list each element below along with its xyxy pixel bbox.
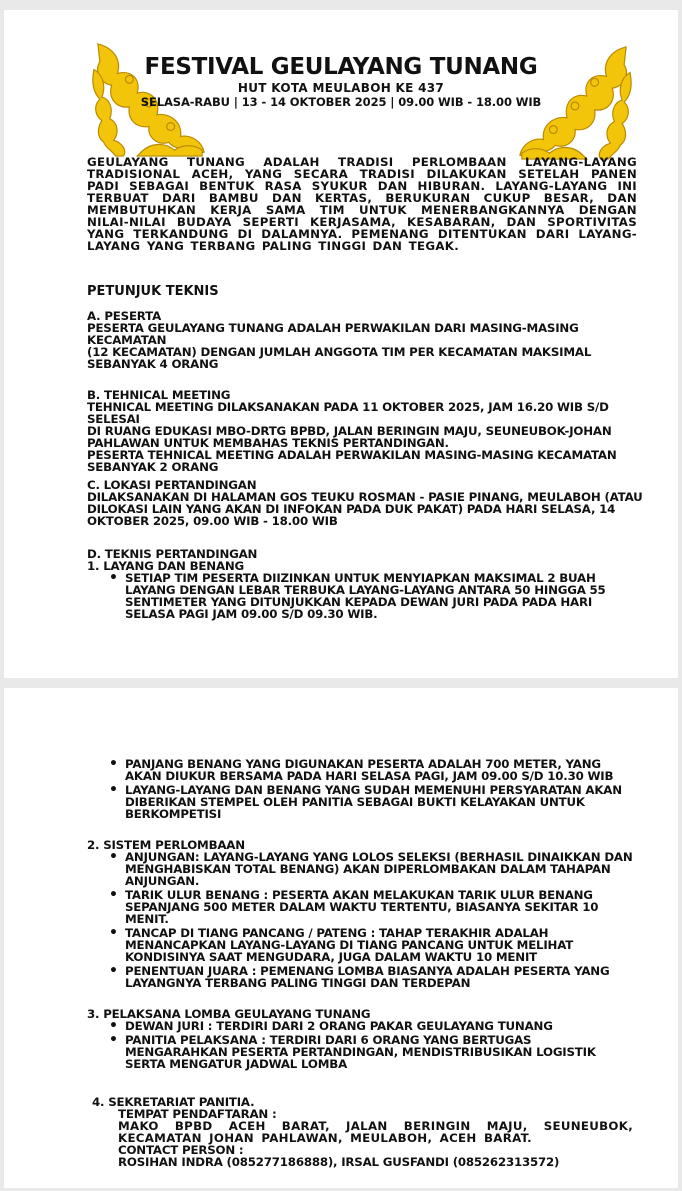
section-a-line: (12 KECAMATAN) DENGAN JUMLAH ANGGOTA TIM PER KECAMATAN MAKSIMAL [87, 345, 592, 359]
section-b-line: DI RUANG EDUKASI MBO-DRTG BPBD, JALAN BERINGIN MAJU, SEUNEUBOK-JOHAN [87, 424, 612, 438]
intro-paragraph: GEULAYANG TUNANG ADALAH TRADISI PERLOMBAAN LAYANG-LAYANG TRADISIONAL ACEH, YANG SECARA TRADISI DILAKUKAN SETELAH PANEN PADI SEBAGAI BENTUK RASA SYUKUR DAN HIBURAN. LAYANG-LAYANG INI TERBUAT DARI BAMBU DAN KERTAS, BERUKURAN CUKUP BESAR, DAN MEMBUTUHKAN KERJA SAMA TIM UNTUK MENERBANGKANNYA DENGAN NILAI-NILAI BUDAYA SEPERTI KERJASAMA, KESABARAN, DAN SPORTIVITAS YANG TERKANDUNG DI DALAMNYA. PEMENANG DITENTUKAN DARI LAYANG-LAYANG YANG TERBANG PALING TINGGI DAN TEGAK. [87, 155, 637, 253]
sub4-heading: 4. SEKRETARIAT PANITIA. [92, 1095, 255, 1109]
sekretariat-panitia [92, 1096, 652, 1168]
list-item: • PANJANG BENANG YANG DIGUNAKAN PESERTA ADALAH 700 METER, YANG AKAN DIUKUR BERSAMA PADA HARI SELASA PAGI, JAM 09.00 S/D 10.30 WIB [125, 758, 625, 782]
sekretariat-body [92, 1108, 633, 1168]
section-d-heading: D. TEKNIS PERTANDINGAN [87, 547, 258, 561]
section-a-line: SEBANYAK 4 ORANG [87, 357, 219, 371]
section-a-heading: A. PESERTA [87, 309, 162, 323]
section-a [87, 310, 647, 370]
document-header [4, 54, 678, 109]
section-a-line: PESERTA GEULAYANG TUNANG ADALAH PERWAKILAN DARI MASING-MASING KECAMATAN [87, 321, 579, 347]
sub3-heading: 3. PELAKSANA LOMBA GEULAYANG TUNANG [87, 1007, 371, 1021]
pelaksana-lomba [87, 1008, 647, 1072]
section-c-line: DILAKSANAKAN DI HALAMAN GOS TEUKU ROSMAN - PASIE PINANG, MEULABOH (ATAU [87, 490, 643, 504]
section-d-sub1: 1. LAYANG DAN BENANG [87, 559, 245, 573]
sistem-perlombaan [87, 839, 647, 991]
sub2-heading: 2. SISTEM PERLOMBAAN [87, 838, 245, 852]
tempat-label: TEMPAT PENDAFTARAN : [118, 1107, 277, 1121]
event-dateline: SELASA-RABU | 13 - 14 OKTOBER 2025 | 09.00 WIB - 18.00 WIB [140, 95, 542, 109]
tempat-value: MAKO BPBD ACEH BARAT, JALAN BERINGIN MAJU, SEUNEUBOK, KECAMATAN JOHAN PAHLAWAN, MEULABOH, ACEH BARAT. [118, 1119, 633, 1145]
section-b-heading: B. TEHNICAL MEETING [87, 388, 231, 402]
contact-value: ROSIHAN INDRA (085277186888), IRSAL GUSFANDI (085262313572) [118, 1155, 560, 1169]
page-title: FESTIVAL GEULAYANG TUNANG [144, 54, 538, 80]
section-d [87, 548, 647, 622]
section-c-line: OKTOBER 2025, 09.00 WIB - 18.00 WIB [87, 514, 338, 528]
document-page-2 [4, 688, 678, 1188]
section-b-line: TEHNICAL MEETING DILAKSANAKAN PADA 11 OKTOBER 2025, JAM 16.20 WIB S/D SELESAI [87, 400, 609, 426]
bullets-layang-benang [87, 758, 625, 820]
section-b [87, 389, 647, 473]
contact-label: CONTACT PERSON : [118, 1143, 244, 1157]
list-item: • LAYANG-LAYANG DAN BENANG YANG SUDAH MEMENUHI PERSYARATAN AKAN DIBERIKAN STEMPEL OLEH PANITIA SEBAGAI BUKTI KELAYAKAN UNTUK BERKOMPETISI [125, 784, 625, 820]
document-page-1 [4, 10, 678, 678]
section-c-line: DILOKASI LAIN YANG AKAN DI INFOKAN PADA DUK PAKAT) PADA HARI SELASA, 14 [87, 502, 616, 516]
section-c [87, 479, 647, 527]
section-c-heading: C. LOKASI PERTANDINGAN [87, 478, 257, 492]
section-b-line: PAHLAWAN UNTUK MEMBAHAS TEKNIS PERTANDINGAN. [87, 436, 449, 450]
section-b-line: SEBANYAK 2 ORANG [87, 460, 219, 474]
bullets-pelaksana [87, 1020, 635, 1070]
bullets-sistem [87, 851, 635, 989]
section-d-bullets [87, 572, 625, 620]
page-subtitle: HUT KOTA MEULABOH KE 437 [237, 81, 445, 95]
list-item: • DEWAN JURI : TERDIRI DARI 2 ORANG PAKAR GEULAYANG TUNANG [125, 1020, 635, 1032]
list-item: • SETIAP TIM PESERTA DIIZINKAN UNTUK MENYIAPKAN MAKSIMAL 2 BUAH LAYANG DENGAN LEBAR TERBUKA LAYANG-LAYANG ANTARA 50 HINGGA 55 SENTIMETER YANG DITUNJUKKAN KEPADA DEWAN JURI PADA PADA HARI SELASA PAGI JAM 09.00 S/D 09.30 WIB. [125, 572, 625, 620]
sub1-continued [87, 758, 647, 822]
list-item: • ANJUNGAN: LAYANG-LAYANG YANG LOLOS SELEKSI (BERHASIL DINAIKKAN DAN MENGHABISKAN TOTAL BENANG) AKAN DIPERLOMBAKAN DALAM TAHAPAN ANJUNGAN. [125, 851, 635, 887]
petunjuk-heading: PETUNJUK TEKNIS [87, 284, 219, 299]
list-item: • TANCAP DI TIANG PANCANG / PATENG : TAHAP TERAKHIR ADALAH MENANCAPKAN LAYANG-LAYANG DI TIANG PANCANG UNTUK MELIHAT KONDISINYA SAAT MENGUDARA, JUGA DALAM WAKTU 10 MENIT [125, 927, 635, 963]
section-b-line: PESERTA TEHNICAL MEETING ADALAH PERWAKILAN MASING-MASING KECAMATAN [87, 448, 617, 462]
list-item: • PENENTUAN JUARA : PEMENANG LOMBA BIASANYA ADALAH PESERTA YANG LAYANGNYA TERBANG PALING TINGGI DAN TERDEPAN [125, 965, 635, 989]
list-item: • PANITIA PELAKSANA : TERDIRI DARI 6 ORANG YANG BERTUGAS MENGARAHKAN PESERTA PERTANDINGAN, MENDISTRIBUSIKAN LOGISTIK SERTA MENGATUR JADWAL LOMBA [125, 1034, 635, 1070]
list-item: • TARIK ULUR BENANG : PESERTA AKAN MELAKUKAN TARIK ULUR BENANG SEPANJANG 500 METER DALAM WAKTU TERTENTU, BIASANYA SEKITAR 10 MENIT. [125, 889, 635, 925]
